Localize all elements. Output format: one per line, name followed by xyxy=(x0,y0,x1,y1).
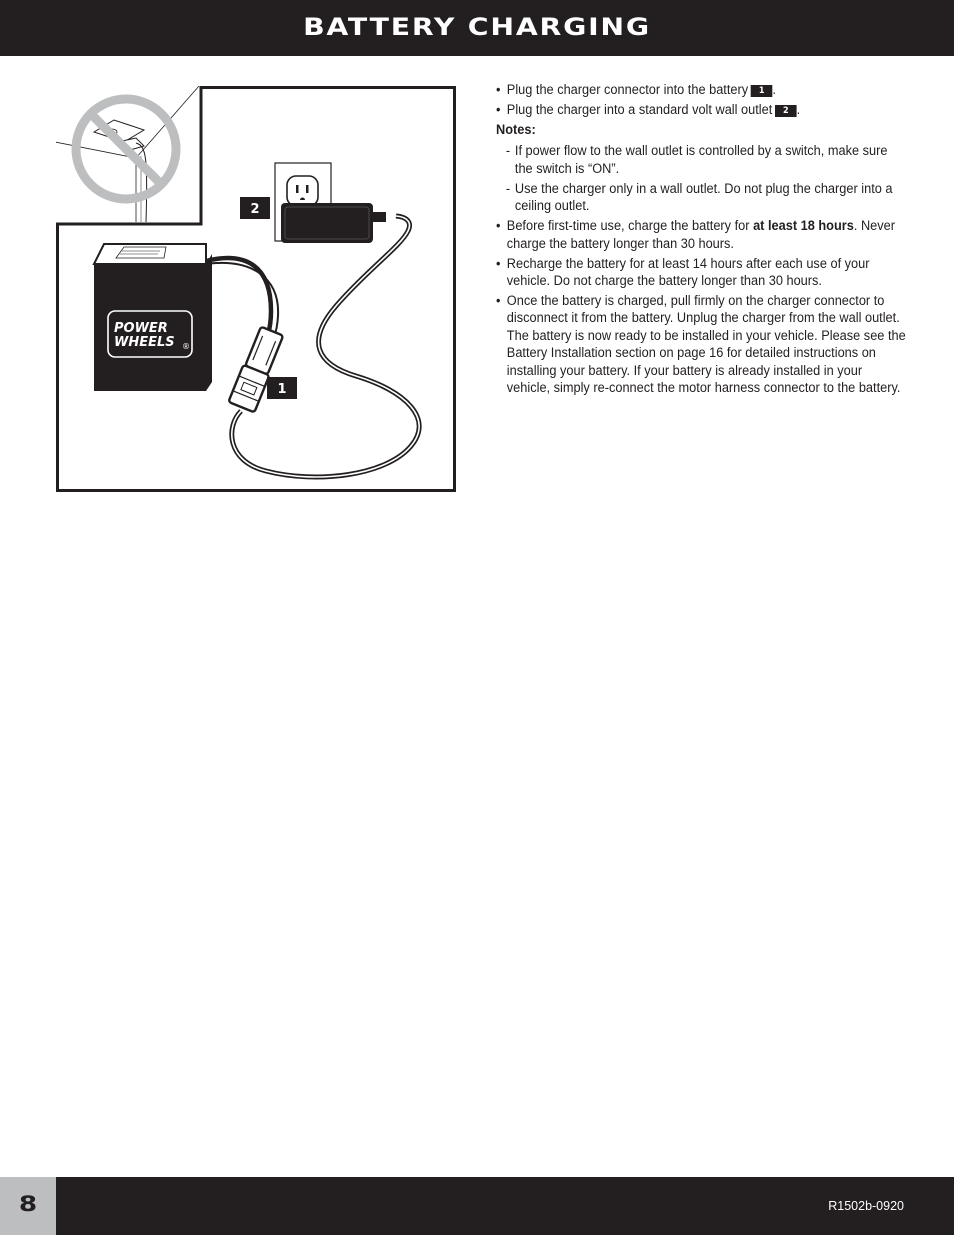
outlet-slot-left xyxy=(296,185,299,193)
bullet: • xyxy=(496,293,501,310)
once-charged-text: Once the battery is charged, pull firmly on the charger connector to disconnect it from the battery. Unplug the charger from the wall outlet. The battery is now ready to be installed in your vehicle. Please see the Battery Installation section on page 16 for detailed instructions on installing your battery. If your battery is already installed in your vehicle, simply re-connect the motor harness connector to the battery. xyxy=(506,293,906,397)
notes-heading: Notes: xyxy=(496,122,536,138)
ceiling-outlet-inset xyxy=(56,86,201,224)
outlet-receptacle xyxy=(287,176,318,206)
instructions xyxy=(496,82,906,400)
note-switch xyxy=(496,143,906,178)
first-use-suffix: . Never charge the battery longer than 30 hours. xyxy=(506,218,896,252)
document-code: R1502b-0920 xyxy=(828,1199,904,1213)
dash: - xyxy=(505,180,511,197)
note2-text: Use the charger only in a wall outlet. Do not plug the charger into a ceiling outlet. xyxy=(514,180,893,215)
charger-cord-strain-relief xyxy=(372,212,386,222)
outlet-slot-right xyxy=(306,185,309,193)
battery-logo-line2: WHEELS xyxy=(114,335,175,350)
battery-side xyxy=(206,254,212,391)
step1-callout: 1 xyxy=(751,85,773,97)
step-plug-charger: • Plug the charger into a standard volt wall outlet 2 . xyxy=(496,102,801,118)
first-use-prefix: Before first-time use, charge the battery for xyxy=(506,218,754,235)
bullet: • xyxy=(496,102,501,118)
step1-text: Plug the charger connector into the battery xyxy=(506,82,749,98)
recharge-text: Recharge the battery for at least 14 hours after each use of your vehicle. Do not charge the battery longer than 30 hours. xyxy=(506,255,870,290)
step-disconnect xyxy=(496,293,906,397)
bullet: • xyxy=(496,82,501,98)
battery-logo-registered-mark: ® xyxy=(182,342,190,351)
bullet: • xyxy=(496,255,501,272)
charger-adapter xyxy=(281,203,373,243)
callout-2-label: 2 xyxy=(250,202,260,217)
first-use-hours: at least 18 hours xyxy=(753,218,854,235)
battery-logo-line1: POWER xyxy=(114,321,168,336)
step-recharge xyxy=(496,256,906,291)
note-ceiling-outlet xyxy=(496,181,906,216)
step2-text: Plug the charger into a standard volt wall outlet xyxy=(506,102,773,118)
step-plug-connector: • Plug the charger connector into the battery 1 . xyxy=(496,82,776,98)
step-first-use xyxy=(496,218,906,253)
dash: - xyxy=(505,143,511,160)
step2-callout: 2 xyxy=(775,105,797,117)
note1-text: If power flow to the wall outlet is controlled by a switch, make sure the switch is “ON”. xyxy=(514,143,888,177)
page-number: 8 xyxy=(18,1192,38,1216)
page-title: BATTERY CHARGING xyxy=(303,13,651,41)
charging-diagram xyxy=(56,86,456,492)
callout-1-label: 1 xyxy=(277,382,287,397)
battery-label xyxy=(116,247,166,258)
bullet: • xyxy=(496,218,501,235)
charging-illustration xyxy=(56,86,456,492)
